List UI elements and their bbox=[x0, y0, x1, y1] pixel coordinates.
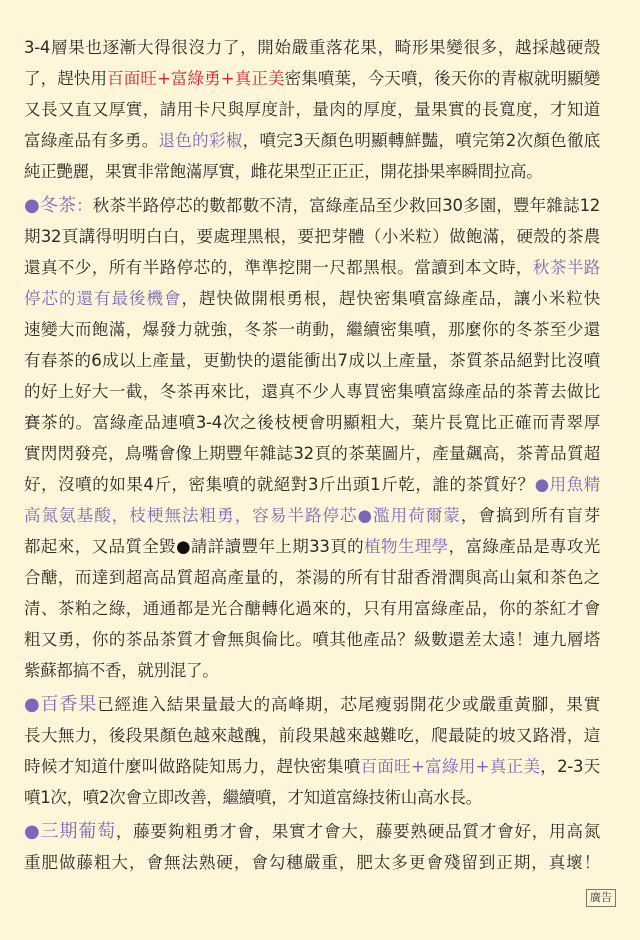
body-text: ，富綠產品是專攻光 bbox=[448, 537, 600, 556]
highlighted-text: 退色的彩椒 bbox=[158, 131, 243, 150]
highlighted-text: 百面旺+富綠用+真正美 bbox=[360, 757, 541, 776]
article-line bbox=[24, 691, 600, 722]
highlighted-text: 秋茶半路 bbox=[532, 258, 600, 277]
article-line bbox=[24, 378, 600, 409]
article-line bbox=[24, 65, 600, 96]
body-text: 的好上好大一截，冬茶再來比，還真不少人專買密集噴富綠產品的茶菁去做比 bbox=[24, 382, 600, 401]
section-heading: ●三期葡萄 bbox=[24, 821, 116, 842]
body-text: 粗又勇，你的茶品茶質才會無與倫比。噴其他產品？級數還差太遠！連九層塔 bbox=[24, 630, 600, 649]
body-text: 時候才知道什麼叫做路陡知馬力，趕快密集噴 bbox=[24, 757, 361, 776]
article-body bbox=[24, 34, 600, 880]
article-line bbox=[24, 533, 600, 564]
body-text: 重肥做藤粗大，會無法熟硬，會勾穗嚴重，肥太多更會殘留到正期，真壞！ bbox=[24, 853, 600, 872]
body-text: 富綠產品有多勇。 bbox=[24, 131, 159, 150]
article-line bbox=[24, 626, 600, 657]
body-text: 已經進入結果量最大的高峰期，芯尾瘦弱開花少或嚴重黃腳，果實 bbox=[97, 695, 600, 714]
body-text: 清、茶粕之綠，通通都是光合醣轉化過來的，只有用富綠產品，你的茶紅才會 bbox=[24, 599, 600, 618]
highlighted-text: 植物生理學 bbox=[364, 537, 449, 556]
section-heading: ●百香果 bbox=[24, 694, 98, 715]
body-text: ，藤要夠粗勇才會，果實才會大，藤要熟硬品質才會好，用高氮 bbox=[115, 822, 600, 841]
body-text: 密集噴葉，今天噴，後天你的青椒就明顯變 bbox=[284, 69, 600, 88]
body-text: 了，趕快用 bbox=[24, 69, 108, 88]
article-line bbox=[24, 595, 600, 626]
body-text: ，2-3天 bbox=[540, 757, 600, 776]
highlighted-text: 百面旺+富綠勇+真正美 bbox=[107, 69, 285, 88]
article-line bbox=[24, 753, 600, 784]
highlighted-text: 停芯的還有最後機會 bbox=[24, 289, 182, 308]
article-line bbox=[24, 849, 600, 880]
body-text: ，會搞到所有盲芽 bbox=[460, 506, 600, 525]
highlighted-text: ●用魚精 bbox=[534, 475, 600, 494]
body-text: 賽茶的。富綠產品連噴3-4次之後枝梗會明顯粗大，葉片長寬比正確而青翠厚 bbox=[24, 413, 600, 432]
body-text: 期32頁講得明明白白，要處理黑根，要把芽體（小米粒）做飽滿，硬殼的茶農 bbox=[24, 227, 600, 246]
body-text: 噴1次，噴2次會立即改善，繼續噴，才知道富綠技術山高水長。 bbox=[24, 788, 482, 807]
body-text: 秋茶半路停芯的數都數不清，富綠產品至少救回30多園，豐年雜誌12 bbox=[92, 196, 600, 215]
article-line bbox=[24, 722, 600, 753]
article-line bbox=[24, 471, 600, 502]
article-line bbox=[24, 285, 600, 316]
body-text: 長大無力，後段果顏色越來越醜，前段果越來越難吃，爬最陡的坡又路滑，這 bbox=[24, 726, 600, 745]
body-text: 又長又直又厚實，請用卡尺與厚度計，量肉的厚度，量果實的長寬度，才知道 bbox=[24, 100, 600, 119]
article-line bbox=[24, 254, 600, 285]
body-text: 請詳讀豐年上期33頁的 bbox=[190, 537, 365, 556]
body-text: 還真不少，所有半路停芯的，準準挖開一尺都黑根。當讀到本文時， bbox=[24, 258, 533, 277]
article-line bbox=[24, 657, 600, 688]
body-text: 有春茶的6成以上產量，更勤快的還能衝出7成以上產量，茶質茶品絕對比沒噴 bbox=[24, 351, 600, 370]
article-line bbox=[24, 440, 600, 471]
article-line bbox=[24, 192, 600, 223]
highlighted-text: 高氮氨基酸，枝梗無法粗勇，容易半路停芯●濫用荷爾蒙 bbox=[24, 506, 461, 525]
article-line bbox=[24, 158, 600, 189]
body-text: 速變大而飽滿，爆發力就強，冬茶一萌動，繼續密集噴，那麼你的冬茶至少還 bbox=[24, 320, 600, 339]
body-text: 純正艷麗，果實非常飽滿厚實，雌花果型正正正，開花掛果率瞬間拉高。 bbox=[24, 162, 543, 181]
body-text: 合醣，而達到超高品質超高產量的，茶湯的所有甘甜香滑潤與高山氣和茶色之 bbox=[24, 568, 600, 587]
article-line bbox=[24, 316, 600, 347]
section-heading: ●冬茶 bbox=[24, 195, 77, 216]
article-line bbox=[24, 347, 600, 378]
highlighted-text: ： bbox=[76, 196, 93, 215]
article-line bbox=[24, 784, 600, 815]
body-text: 好，沒噴的如果4斤，密集噴的就絕對3斤出頭1斤乾，誰的茶質好？ bbox=[24, 475, 535, 494]
body-text: 3-4層果也逐漸大得很沒力了，開始嚴重落花果，畸形果變很多，越採越硬殼 bbox=[24, 38, 600, 57]
body-text: ，趕快做開根勇根，趕快密集噴富綠產品，讓小米粒快 bbox=[181, 289, 600, 308]
article-line bbox=[24, 127, 600, 158]
article-line bbox=[24, 34, 600, 65]
body-text: 都起來，又品質全毀 bbox=[24, 537, 177, 556]
body-text: ，噴完3天顏色明顯轉鮮豔，噴完第2次顏色徹底 bbox=[242, 131, 600, 150]
highlighted-text: ● bbox=[176, 537, 191, 556]
article-line bbox=[24, 409, 600, 440]
body-text: 實閃閃發亮，鳥嘴會像上期豐年雜誌32頁的茶葉圖片，產量飆高，茶菁品質超 bbox=[24, 444, 600, 463]
article-line bbox=[24, 564, 600, 595]
article-line bbox=[24, 818, 600, 849]
article-line bbox=[24, 502, 600, 533]
advertisement-label: 廣告 bbox=[586, 889, 616, 907]
article-line bbox=[24, 96, 600, 127]
article-line bbox=[24, 223, 600, 254]
body-text: 紫蘇都搞不香，就別混了。 bbox=[24, 661, 219, 680]
